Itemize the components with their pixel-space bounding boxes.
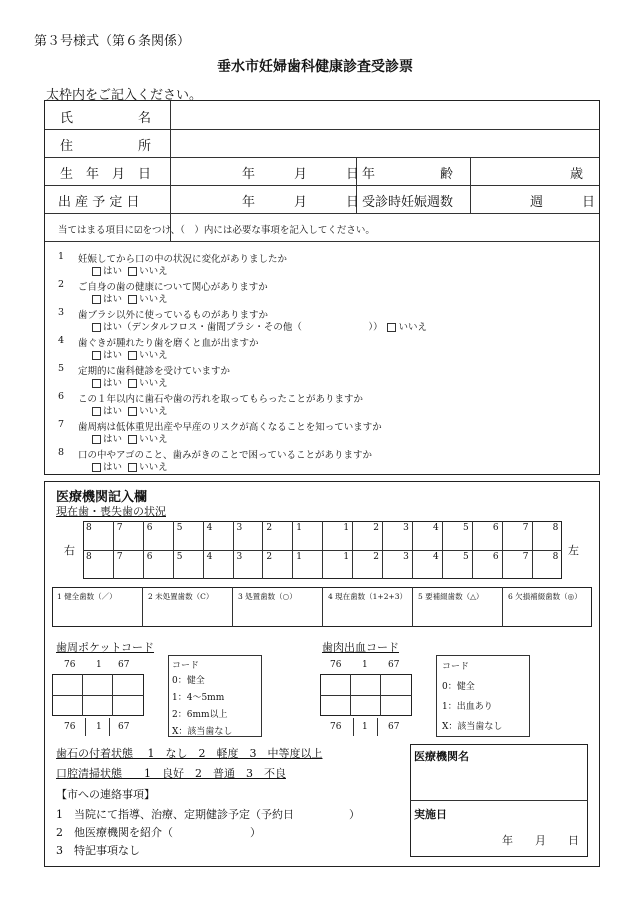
tooth-cell-upper-r8[interactable] [83,521,113,550]
pocket-label-76-bottom: 76 [64,722,76,732]
no-label: いいえ [139,434,168,445]
contact-item-1[interactable]: 1 当院にて指導、治療、定期健診予定（予約日 ） [56,808,360,821]
bleed-label-76-bottom: 76 [330,722,342,732]
due-date-field[interactable]: 年 月 日 [242,195,360,210]
gestation-weeks-field[interactable]: 週 日 [530,195,596,210]
q3-number: 3 [58,307,65,318]
q6-text: この１年以内に歯石や歯の汚れを取ってもらったことがありますか [78,394,364,405]
q3-options [92,319,427,333]
tooth-cell-lower-r8[interactable] [83,550,113,579]
document-title: 垂水市妊婦歯科健康診査受診票 [217,59,413,75]
tooth-number: 4 [206,523,213,533]
bleeding-code-x: X：該当歯なし [442,722,503,732]
q7-number: 7 [58,419,65,430]
tooth-cell-upper-l4[interactable] [412,521,442,550]
left-side-label: 左 [568,544,579,557]
tooth-number: 3 [403,523,409,533]
contact-heading: 【市への連絡事項】 [56,788,155,801]
tooth-cell-lower-r1[interactable] [292,550,322,579]
age-unit[interactable]: 歳 [570,167,584,182]
tooth-cell-lower-l8[interactable] [532,550,562,579]
summary-label-1: 1 健全歯数（／） [57,592,117,601]
q3-yes-detail: はい（デンタルフロス・歯間ブラシ・その他（ ）） [103,322,388,333]
yes-label: はい [103,266,123,277]
q7-no-checkbox[interactable] [128,435,137,444]
summary-cell-3[interactable] [232,587,322,627]
tooth-cell-lower-l1[interactable] [322,550,352,579]
tooth-cell-lower-l7[interactable] [502,550,532,579]
q4-no-checkbox[interactable] [128,351,137,360]
tooth-number: 6 [492,552,499,562]
tooth-number: 7 [522,552,529,562]
name-field[interactable] [172,104,596,126]
summary-label-4: 4 現在歯数（1+2+3） [328,592,408,601]
q6-no-checkbox[interactable] [128,407,137,416]
summary-cell-6[interactable] [502,587,592,627]
q6-number: 6 [58,391,65,402]
name-label: 氏 名 [60,111,152,126]
tooth-cell-upper-l3[interactable] [382,521,412,550]
tooth-cell-lower-l3[interactable] [382,550,412,579]
tooth-number: 5 [462,552,469,562]
yes-label: はい [103,294,123,305]
tooth-number: 1 [296,552,303,562]
q1-number: 1 [58,251,65,262]
q4-options [92,347,168,361]
fill-instruction: 太枠内をご記入ください。 [46,88,203,103]
yes-label: はい [103,406,123,417]
tooth-number: 1 [343,552,350,562]
tooth-number: 4 [433,552,439,562]
summary-label-5: 5 要補綴歯数（△） [418,592,484,601]
exam-date-label: 実施日 [414,808,447,821]
age-label: 年 齢 [362,167,454,182]
tooth-cell-upper-l8[interactable] [532,521,562,550]
summary-label-6: 6 欠損補綴歯数（◎） [508,592,582,601]
pocket-label-1-top: 1 [96,660,102,670]
q5-yes-checkbox[interactable] [92,379,101,388]
tooth-number: 4 [433,523,439,533]
facility-name-field[interactable] [414,764,584,796]
tooth-number: 7 [116,552,123,562]
q8-yes-checkbox[interactable] [92,463,101,472]
pocket-code-x: X：該当歯なし [172,727,233,737]
tooth-number: 2 [266,523,273,533]
facility-name-label: 医療機関名 [414,750,469,763]
tooth-cell-upper-r2[interactable] [262,521,292,550]
tooth-cell-lower-l5[interactable] [442,550,472,579]
tooth-number: 7 [116,523,123,533]
q5-options [92,375,168,389]
pocket-code-legend-title: コード [172,661,200,671]
yes-label: はい [103,378,123,389]
tooth-cell-lower-l6[interactable] [472,550,502,579]
tooth-cell-lower-r2[interactable] [262,550,292,579]
tooth-cell-lower-l4[interactable] [412,550,442,579]
yes-label: はい [103,434,123,445]
bleed-label-67-bottom: 67 [388,722,400,732]
no-label: いいえ [139,266,168,277]
q5-text: 定期的に歯科健診を受けていますか [78,366,231,377]
tooth-number: 3 [403,552,409,562]
no-label: いいえ [139,406,168,417]
pocket-code-title: 歯周ポケットコード [56,641,155,654]
q7-yes-checkbox[interactable] [92,435,101,444]
bleed-label-67-top: 67 [388,660,400,670]
yes-label: はい [103,462,123,473]
tooth-number: 3 [236,552,243,562]
q3-no-checkbox[interactable] [387,323,396,332]
tooth-number: 8 [86,552,92,562]
tooth-cell-lower-r3[interactable] [233,550,263,579]
summary-cell-5[interactable] [412,587,502,627]
q3-yes-checkbox[interactable] [92,323,101,332]
clinic-heading: 医療機関記入欄 [56,490,148,505]
summary-cell-2[interactable] [142,587,232,627]
tooth-cell-upper-l7[interactable] [502,521,532,550]
tooth-cell-upper-l2[interactable] [352,521,382,550]
tooth-number: 6 [146,552,153,562]
tooth-number: 6 [492,523,499,533]
summary-cell-1[interactable] [52,587,142,627]
bleed-label-1-bottom: 1 [362,722,368,732]
q8-options [92,459,168,473]
q1-yes-checkbox[interactable] [92,267,101,276]
pocket-code-2: 2：6mm以上 [172,710,228,720]
q6-yes-checkbox[interactable] [92,407,101,416]
q2-no-checkbox[interactable] [128,295,137,304]
tooth-number: 8 [86,523,92,533]
right-side-label: 右 [64,544,75,557]
calculus-status[interactable]: 歯石の付着状態 1 なし 2 軽度 3 中等度以上 [56,747,323,760]
q4-text: 歯ぐきが腫れたり歯を磨くと血が出ますか [78,338,259,349]
birth-date-label: 生 年 月 日 [60,167,152,182]
tooth-number: 8 [552,552,559,562]
q6-options [92,403,168,417]
q7-text: 歯周病は低体重児出産や早産のリスクが高くなることを知っていますか [78,422,382,433]
tooth-number: 2 [373,523,379,533]
tooth-cell-upper-r6[interactable] [143,521,173,550]
contact-item-2[interactable]: 2 他医療機関を紹介（ ） [56,826,261,839]
pocket-label-67-top: 67 [118,660,130,670]
bleeding-code-title: 歯肉出血コード [322,641,399,654]
exam-date-field[interactable]: 年 月 日 [502,834,579,847]
tooth-cell-upper-l5[interactable] [442,521,472,550]
summary-cell-4[interactable] [322,587,412,627]
q2-yes-checkbox[interactable] [92,295,101,304]
no-label: いいえ [398,322,427,333]
q2-options [92,291,168,305]
questionnaire-instruction: 当てはまる項目に☑をつけ、（ ）内には必要な事項を記入してください。 [58,225,375,236]
q7-options [92,431,168,445]
yes-label: はい [103,350,123,361]
tooth-cell-upper-r5[interactable] [173,521,203,550]
q1-text: 妊娠してから口の中の状況に変化がありましたか [78,254,288,265]
bleeding-code-0: 0：健全 [442,682,475,692]
summary-label-2: 2 未処置歯数（C） [148,592,214,601]
tooth-cell-upper-r1[interactable] [292,521,322,550]
tooth-cell-upper-r7[interactable] [113,521,143,550]
pocket-code-0: 0：健全 [172,676,205,686]
address-label: 住 所 [60,139,152,154]
tooth-cell-lower-r5[interactable] [173,550,203,579]
tooth-number: 1 [296,523,303,533]
gestation-weeks-label: 受診時妊娠週数 [362,195,454,210]
address-field[interactable] [172,132,596,154]
bleeding-code-legend-title: コード [442,662,470,672]
tooth-number: 3 [236,523,243,533]
tooth-number: 2 [373,552,379,562]
form-number: 第３号様式（第６条関係） [34,34,191,49]
tooth-cell-upper-l6[interactable] [472,521,502,550]
q8-text: 口の中やアゴのこと、歯みがきのことで困っていることがありますか [78,450,373,461]
no-label: いいえ [139,378,168,389]
no-label: いいえ [139,462,168,473]
tooth-number: 5 [462,523,469,533]
tooth-cell-lower-r6[interactable] [143,550,173,579]
q8-no-checkbox[interactable] [128,463,137,472]
pocket-label-1-bottom: 1 [96,722,102,732]
q4-yes-checkbox[interactable] [92,351,101,360]
birth-date-field[interactable]: 年 月 日 [242,167,360,182]
due-date-label: 出 産 予 定 日 [58,195,140,210]
q4-number: 4 [58,335,65,346]
no-label: いいえ [139,294,168,305]
tooth-number: 2 [266,552,273,562]
contact-item-3[interactable]: 3 特記事項なし [56,844,140,857]
tooth-cell-lower-l2[interactable] [352,550,382,579]
tooth-cell-lower-r7[interactable] [113,550,143,579]
bleed-label-76-top: 76 [330,660,342,670]
q2-text: ご自身の歯の健康について関心がありますか [78,282,268,293]
tooth-number: 4 [206,552,213,562]
q2-number: 2 [58,279,65,290]
q5-number: 5 [58,363,65,374]
teeth-status-heading: 現在歯・喪失歯の状況 [56,505,166,518]
q1-no-checkbox[interactable] [128,267,137,276]
summary-label-3: 3 処置歯数（○） [238,592,297,601]
pocket-code-1: 1：4～5mm [172,693,225,703]
oral-hygiene-status[interactable]: 口腔清掃状態 1 良好 2 普通 3 不良 [56,767,286,780]
q8-number: 8 [58,447,65,458]
pocket-label-76-top: 76 [64,660,76,670]
tooth-number: 6 [146,523,153,533]
tooth-cell-upper-r4[interactable] [203,521,233,550]
tooth-number: 1 [343,523,350,533]
no-label: いいえ [139,350,168,361]
tooth-cell-upper-l1[interactable] [322,521,352,550]
tooth-number: 8 [552,523,559,533]
q1-options [92,263,168,277]
q5-no-checkbox[interactable] [128,379,137,388]
bleeding-code-1: 1：出血あり [442,702,493,712]
pocket-label-67-bottom: 67 [118,722,130,732]
q3-text: 歯ブラシ以外に使っているものがありますか [78,310,269,321]
bleed-label-1-top: 1 [362,660,368,670]
tooth-cell-lower-r4[interactable] [203,550,233,579]
tooth-number: 7 [522,523,529,533]
tooth-number: 5 [176,523,183,533]
tooth-cell-upper-r3[interactable] [233,521,263,550]
tooth-number: 5 [176,552,183,562]
